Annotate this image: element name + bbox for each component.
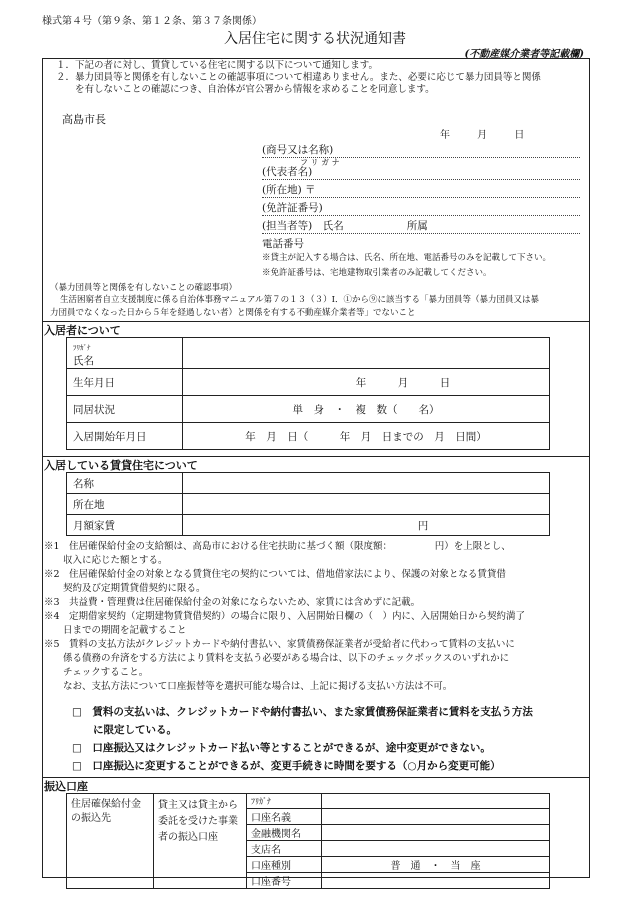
bank-col2: 貸主又は貸主から委託を受けた事業者の振込口座 (154, 794, 247, 889)
antisocial-heading: （暴力団員等と関係を有しないことの確認事項） (50, 283, 238, 293)
bank-row-label: 支店名 (247, 841, 322, 857)
checkbox-option-2[interactable]: □ 口座振込又はクレジットカード払い等とすることができるが、途中変更ができない。 (72, 742, 491, 754)
name-label: 氏名 (73, 355, 94, 367)
page-subtitle: (不動産媒介業者等記載欄) (464, 49, 584, 60)
note-line: ※4 定期借家契約（定期建物賃貸借契約）の場合に限り、入居開始日欄の（ ）内に、入居開始日から契約満了 (44, 611, 526, 622)
rental-address-label: 所在地 (67, 494, 183, 515)
note-line: チェックすること。 (44, 667, 149, 678)
bank-table (66, 793, 550, 889)
antisocial-line-1: 生活困窮者自立支援制度に係る自治体事務マニュアル第７の１３（３）Ⅰ．①から⑨に該当する「暴力団員等（暴力団員又は暴 (60, 295, 540, 305)
resident-table (66, 337, 550, 450)
bank-row-label: 金融機関名 (247, 825, 322, 841)
license-field[interactable]: (免許証番号) (262, 200, 580, 216)
birth-label: 生年月日 (67, 369, 183, 396)
rental-name-input[interactable] (183, 473, 550, 494)
furigana-small: フ リ ガ ナ (300, 158, 340, 167)
birth-input[interactable]: 年 月 日 (183, 369, 550, 396)
checkbox-option-3[interactable]: □ 口座振込に変更することができるが、変更手続きに時間を要する（○月から変更可能） (72, 760, 501, 772)
phone-field[interactable]: 電話番号 (262, 238, 304, 250)
divider (42, 777, 590, 778)
account-number-input[interactable] (322, 873, 550, 889)
bank-row-label: 口座名義 (247, 809, 322, 825)
checkbox-block (72, 703, 572, 775)
bank-row-label: 口座番号 (247, 873, 322, 889)
form-code: 様式第４号（第９条、第１２条、第３７条関係） (42, 16, 262, 27)
note-line: ※3 共益費・管理費は住居確保給付金の対象にならないため、家賃には含めずに記載。 (44, 597, 421, 608)
note-line: ※5 賃料の支払方法がクレジットカードや納付書払い、家賃債務保証業者が受給者に代わって賃料の支払いに (44, 639, 515, 650)
bank-row-label: 口座種別 (247, 857, 322, 873)
name-input[interactable] (183, 338, 550, 369)
company-name-field[interactable]: (商号又は名称) (262, 142, 580, 158)
rental-section-title: 入居している賃貸住宅について (44, 459, 198, 472)
bank-section-title: 振込口座 (44, 780, 88, 793)
rental-table (66, 472, 550, 536)
rent-input[interactable]: 円 (183, 515, 550, 536)
bank-furigana-input[interactable] (322, 794, 550, 809)
resident-section-title: 入居者について (44, 324, 121, 337)
representative-field[interactable]: (代表者名) (262, 164, 580, 180)
page-title: 入居住宅に関する状況通知書 (224, 31, 406, 47)
account-holder-input[interactable] (322, 809, 550, 825)
checkbox-option-1-cont: に限定している。 (72, 724, 177, 736)
notice-line-1: １．下記の者に対し、賃貸している住宅に関する以下について通知します。 (56, 60, 379, 71)
notice-line-3: を有しないことの確認につき、自治体が官公署から情報を求めることを同意します。 (56, 84, 435, 95)
note-line: 係る債務の弁済をする方法により賃料を支払う必要がある場合は、以下のチェックボックスのいずれかに (44, 653, 510, 664)
address-field[interactable]: (所在地) 〒 (262, 182, 580, 198)
account-type-input[interactable]: 普 通 ・ 当 座 (322, 857, 550, 873)
furigana-label: ﾌﾘｶﾞﾅ (73, 344, 91, 352)
note-line: ※1 住居確保給付金の支給額は、高島市における住宅扶助に基づく額（限度額： 円）を上限とし、 (44, 541, 511, 552)
antisocial-line-2: 力団員でなくなった日から５年を経過しない者）と関係を有する不動産媒介業者等」でないこと (50, 308, 416, 318)
start-input[interactable]: 年 月 日（ 年 月 日までの 月 日間） (183, 423, 550, 450)
company-note-2: ※免許証番号は、宅地建物取引業者のみ記載してください。 (262, 268, 492, 278)
note-line: なお、支払方法について口座振替等を選択可能な場合は、上記に掲げる支払い方法は不可。 (44, 681, 453, 692)
divider (42, 321, 590, 322)
cohabit-label: 同居状況 (67, 396, 183, 423)
company-note-1: ※貸主が記入する場合は、氏名、所在地、電話番号のみを記載して下さい。 (262, 253, 552, 263)
rental-address-input[interactable] (183, 494, 550, 515)
bank-row-label: ﾌﾘｶﾞﾅ (247, 794, 322, 809)
addressee: 高島市長 (62, 113, 106, 126)
name-label-cell (67, 338, 183, 369)
cohabit-input[interactable]: 単 身 ・ 複 数（ 名） (183, 396, 550, 423)
branch-name-input[interactable] (322, 841, 550, 857)
note-line: ※2 住居確保給付金の対象となる賃貸住宅の契約については、借地借家法により、保護の対象となる賃貸借 (44, 569, 506, 580)
notes-block (44, 540, 584, 694)
note-line: 日までの期間を記載すること (44, 625, 187, 636)
start-label: 入居開始年月日 (67, 423, 183, 450)
rental-name-label: 名称 (67, 473, 183, 494)
rent-label: 月額家賃 (67, 515, 183, 536)
note-line: 収入に応じた額とする。 (44, 555, 168, 566)
notice-line-2: ２．暴力団員等と関係を有しないことの確認事項について相違ありません。また、必要に応じて暴力団員等と関係 (56, 72, 541, 83)
contact-person-field[interactable]: (担当者等) 氏名 所属 (262, 218, 580, 234)
date-field[interactable]: 年 月 日 (440, 130, 525, 141)
bank-name-input[interactable] (322, 825, 550, 841)
checkbox-option-1[interactable]: □ 賃料の支払いは、クレジットカードや納付書払い、また家賃債務保証業者に賃料を支払う方法 (72, 706, 533, 718)
bank-col1: 住居確保給付金の振込先 (67, 794, 154, 889)
note-line: 契約及び定期賃貸借契約に限る。 (44, 583, 206, 594)
